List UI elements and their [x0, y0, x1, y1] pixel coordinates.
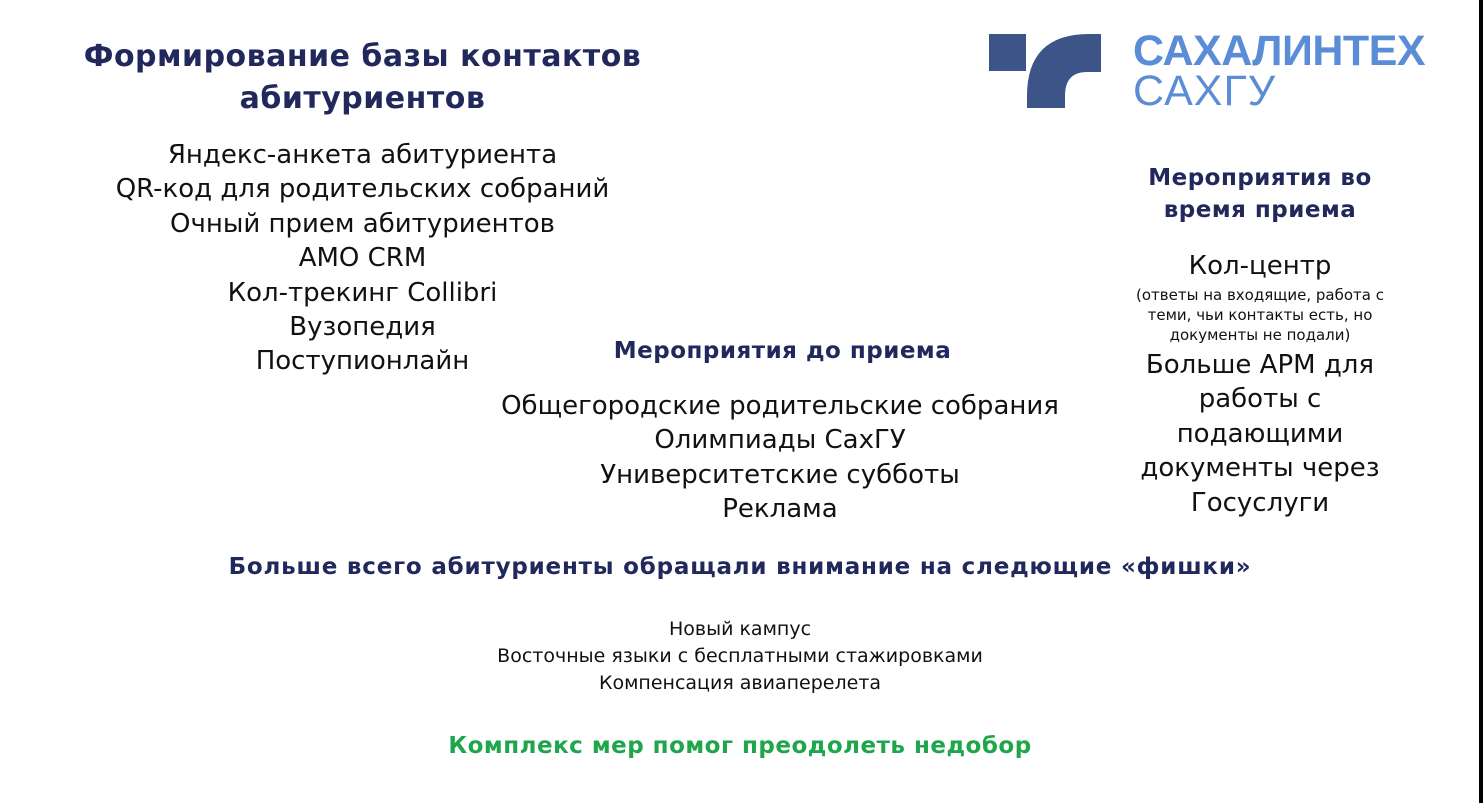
- note-line: документы не подали): [1169, 326, 1351, 344]
- text-line: документы через: [1140, 453, 1380, 484]
- text-line: подающими: [1176, 418, 1344, 449]
- list-item: Реклама: [722, 494, 838, 525]
- list-item: Университетские субботы: [600, 459, 960, 490]
- logo-text-primary: САХАЛИНТЕХ: [1133, 27, 1426, 75]
- list-item: Вузопедия: [289, 312, 436, 343]
- slide-title-line: Формирование базы контактов: [83, 39, 642, 74]
- before-admission-list: [465, 389, 1095, 527]
- list-item: Поступионлайн: [255, 346, 470, 377]
- call-center-title: Кол-центр: [1188, 251, 1332, 281]
- heading-line: время приема: [1163, 197, 1357, 223]
- text-line: Больше АРМ для: [1145, 350, 1375, 380]
- text-line: Госуслуги: [1190, 487, 1330, 518]
- list-item: Компенсация авиаперелета: [598, 672, 882, 694]
- sakhalintekh-mark-icon: [989, 30, 1101, 110]
- call-center-note: [1100, 285, 1420, 345]
- right-edge-border: [1479, 0, 1483, 803]
- note-line: (ответы на входящие, работа с: [1136, 286, 1384, 304]
- note-line: теми, чьи контакты есть, но: [1147, 306, 1373, 324]
- before-admission-heading: Мероприятия до приема: [613, 338, 952, 364]
- text-line: работы с: [1198, 384, 1322, 415]
- tricks-heading: Больше всего абитуриенты обращали внимание на следющие «фишки»: [228, 554, 1252, 580]
- slide-title: [40, 36, 685, 120]
- logo-text-secondary: САХГУ: [1133, 67, 1277, 115]
- conclusion-text: Комплекс мер помог преодолеть недобор: [448, 733, 1032, 759]
- logo: [989, 27, 1469, 115]
- tricks-list: [340, 616, 1140, 697]
- list-item: Яндекс-анкета абитуриента: [167, 140, 558, 170]
- list-item: Восточные языки с бесплатными стажировками: [497, 645, 983, 667]
- list-item: Кол-трекинг Collibri: [227, 277, 498, 308]
- heading-line: Мероприятия во: [1148, 165, 1372, 191]
- arm-workstations-text: [1100, 348, 1420, 520]
- slide-title-line: абитуриентов: [239, 81, 486, 116]
- list-item: Олимпиады СахГУ: [654, 425, 906, 456]
- list-item: Новый кампус: [668, 618, 812, 640]
- list-item: QR-код для родительских собраний: [115, 174, 610, 205]
- during-admission-heading: [1100, 162, 1420, 226]
- list-item: Общегородские родительские собрания: [501, 391, 1059, 421]
- list-item: Очный прием абитуриентов: [170, 208, 555, 239]
- list-item: AMO CRM: [298, 243, 427, 274]
